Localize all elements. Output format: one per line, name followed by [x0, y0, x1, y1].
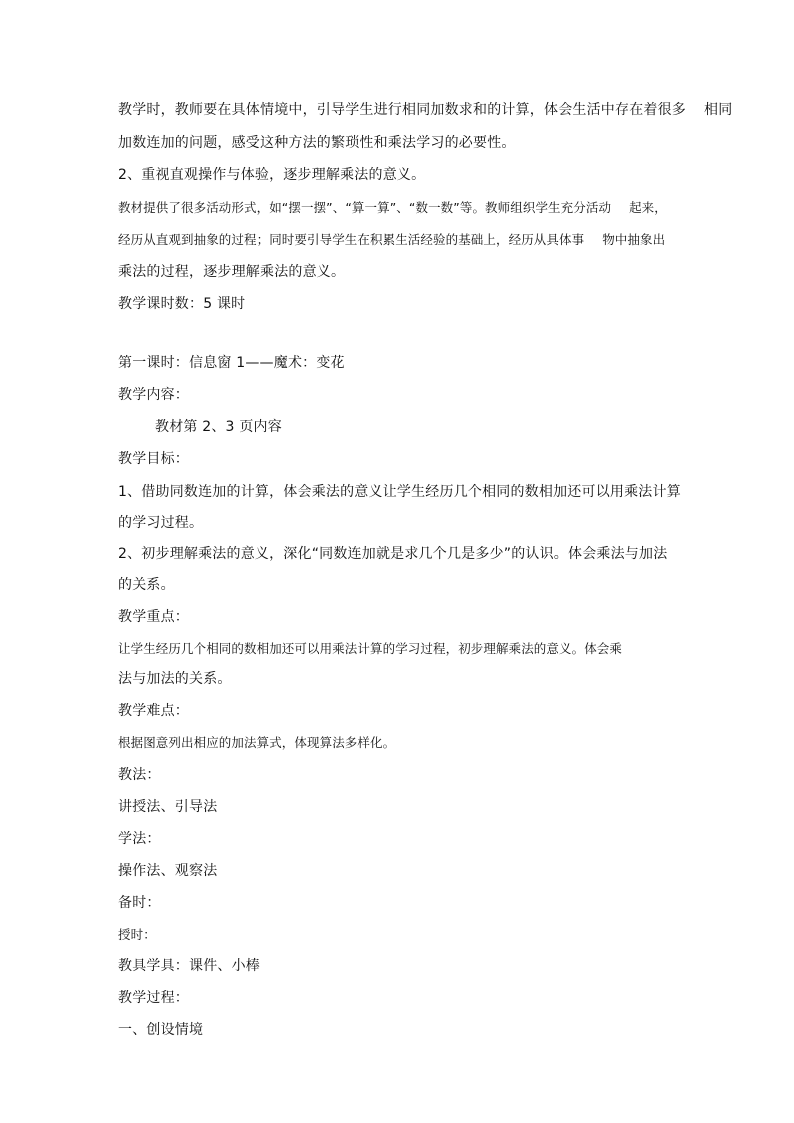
goal-2-line-1: 2、初步理解乘法的意义，深化“同数连加就是求几个几是多少”的认识。体会乘法与加法	[118, 546, 668, 562]
section-1-heading: 一、创设情境	[118, 1022, 204, 1038]
goals-label: 教学目标：	[118, 451, 189, 467]
learn-method-value: 操作法、观察法	[118, 863, 218, 879]
teach-method-label: 教法：	[118, 767, 161, 783]
key-line-1: 让学生经历几个相同的数相加还可以用乘法计算的学习过程，初步理解乘法的意义。体会乘	[118, 641, 623, 656]
difficulty-label: 教学难点：	[118, 703, 189, 719]
goal-2-line-2: 的关系。	[118, 577, 175, 593]
goal-1-line-2: 的学习过程。	[118, 515, 204, 531]
teaching-hours: 教学课时数：5 课时	[118, 296, 246, 312]
intro-line-1-part-a: 教学时，教师要在具体情境中，引导学生进行相同加数求和的计算，体会生活中存在着很多	[118, 102, 686, 118]
goal-1-line-1: 1、借助同数连加的计算，体会乘法的意义让学生经历几个相同的数相加还可以用乘法计算	[118, 484, 681, 500]
point2-line-2	[118, 231, 665, 249]
teach-method-value: 讲授法、引导法	[118, 799, 218, 815]
point2-line-1-part-a: 教材提供了很多活动形式，如“摆一摆”、“算一算”、“数一数”等。教师组织学生充分活动	[118, 200, 612, 215]
point2-line-2-part-b: 物中抽象出	[602, 232, 666, 247]
intro-line-1	[118, 101, 732, 119]
class-label: 授时：	[118, 927, 156, 942]
content-value: 教材第 2、3 页内容	[155, 419, 282, 435]
intro-line-2: 加数连加的问题，感受这种方法的繁琐性和乘法学习的必要性。	[118, 135, 516, 151]
intro-line-1-part-b: 相同	[704, 102, 733, 118]
learn-method-label: 学法：	[118, 831, 161, 847]
point2-line-3: 乘法的过程，逐步理解乘法的意义。	[118, 264, 346, 280]
key-label: 教学重点：	[118, 609, 189, 625]
point2-heading: 2、重视直观操作与体验，逐步理解乘法的意义。	[118, 167, 426, 183]
content-label: 教学内容：	[118, 387, 189, 403]
difficulty-value: 根据图意列出相应的加法算式，体现算法多样化。	[118, 735, 396, 750]
prep-label: 备时：	[118, 895, 161, 911]
point2-line-2-part-a: 经历从直观到抽象的过程；同时要引导学生在积累生活经验的基础上，经历从具体事	[118, 232, 585, 247]
tools-line: 教具学具：课件、小棒	[118, 958, 260, 974]
process-label: 教学过程：	[118, 990, 189, 1006]
key-line-2: 法与加法的关系。	[118, 671, 232, 687]
point2-line-1	[118, 199, 667, 217]
lesson-title: 第一课时：信息窗 1——魔术：变花	[118, 355, 345, 371]
point2-line-1-part-b: 起来，	[629, 200, 667, 215]
